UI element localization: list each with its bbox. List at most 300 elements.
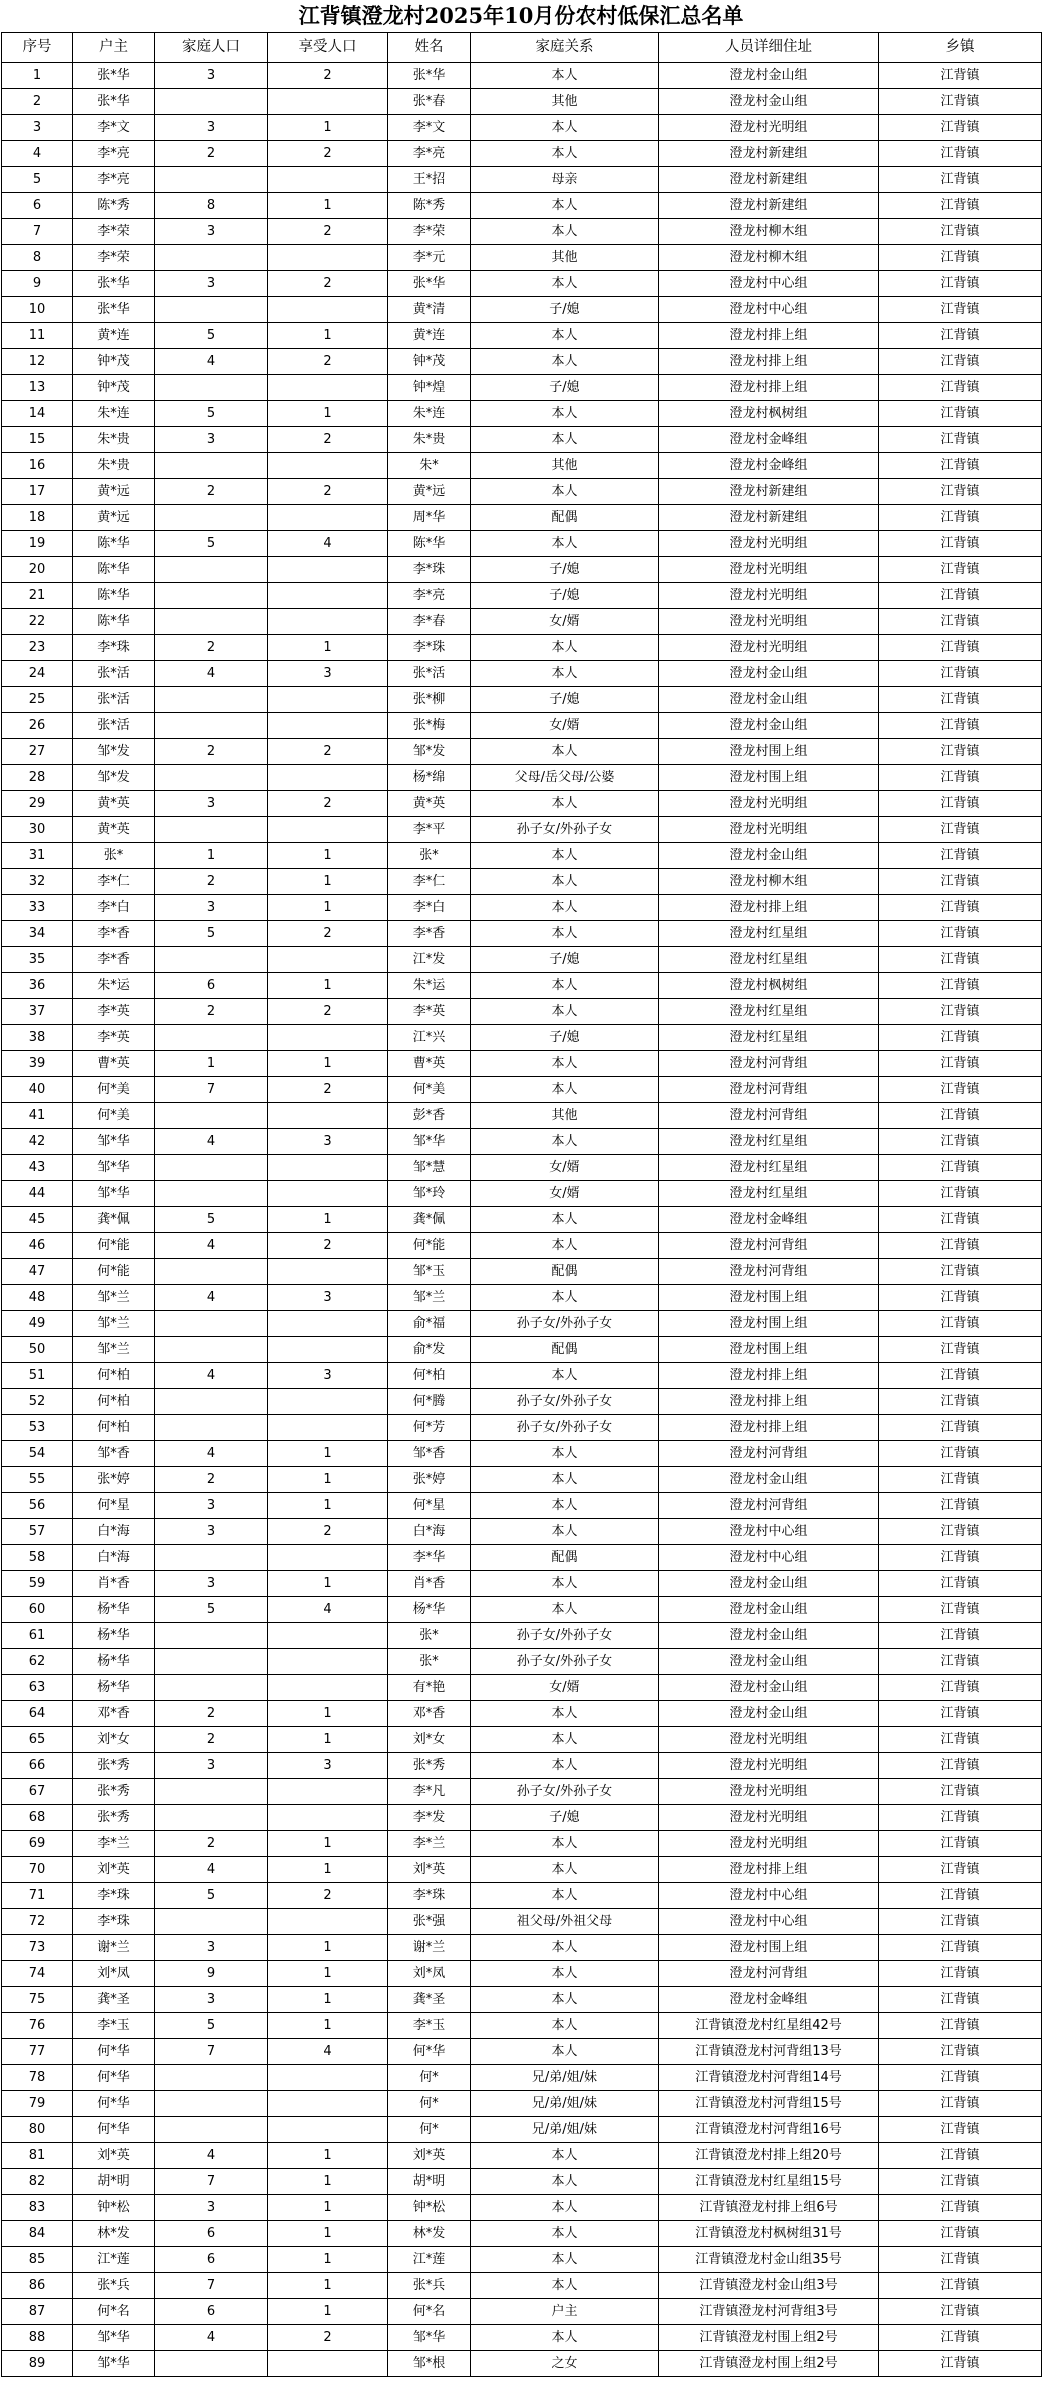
cell-name: 李*仁	[388, 869, 471, 895]
cell-index: 25	[2, 687, 73, 713]
cell-name: 何*名	[388, 2299, 471, 2325]
table-row	[2, 817, 1042, 843]
cell-name: 李*兰	[388, 1831, 471, 1857]
cell-family-size	[155, 1103, 268, 1129]
cell-beneficiaries: 4	[268, 2039, 388, 2065]
cell-township: 江背镇	[879, 323, 1042, 349]
cell-householder: 肖*香	[73, 1571, 155, 1597]
cell-index: 89	[2, 2351, 73, 2377]
table-row	[2, 2351, 1042, 2377]
cell-township: 江背镇	[879, 921, 1042, 947]
cell-index: 79	[2, 2091, 73, 2117]
cell-beneficiaries: 1	[268, 2013, 388, 2039]
cell-family-size	[155, 89, 268, 115]
cell-name: 朱*贵	[388, 427, 471, 453]
cell-beneficiaries: 1	[268, 1493, 388, 1519]
table-row	[2, 453, 1042, 479]
cell-householder: 张*秀	[73, 1779, 155, 1805]
cell-name: 彭*香	[388, 1103, 471, 1129]
table-row	[2, 1493, 1042, 1519]
cell-householder: 邓*香	[73, 1701, 155, 1727]
cell-index: 18	[2, 505, 73, 531]
cell-family-size: 7	[155, 2039, 268, 2065]
cell-address: 江背镇澄龙村金山组35号	[659, 2247, 879, 2273]
cell-beneficiaries: 2	[268, 1519, 388, 1545]
cell-beneficiaries: 2	[268, 271, 388, 297]
cell-family-size	[155, 2065, 268, 2091]
cell-beneficiaries: 1	[268, 843, 388, 869]
cell-name: 黄*远	[388, 479, 471, 505]
cell-householder: 李*白	[73, 895, 155, 921]
document-title: 江背镇澄龙村2025年10月份农村低保汇总名单	[298, 3, 744, 28]
cell-index: 43	[2, 1155, 73, 1181]
cell-householder: 刘*凤	[73, 1961, 155, 1987]
cell-beneficiaries: 1	[268, 2299, 388, 2325]
cell-address: 澄龙村金山组	[659, 1649, 879, 1675]
cell-family-size: 8	[155, 193, 268, 219]
cell-address: 澄龙村枫树组	[659, 973, 879, 999]
cell-family-size	[155, 947, 268, 973]
cell-beneficiaries: 1	[268, 1207, 388, 1233]
cell-township: 江背镇	[879, 2273, 1042, 2299]
cell-relation: 本人	[471, 2195, 659, 2221]
table-row	[2, 297, 1042, 323]
cell-name: 邓*香	[388, 1701, 471, 1727]
cell-township: 江背镇	[879, 1701, 1042, 1727]
cell-index: 22	[2, 609, 73, 635]
cell-index: 41	[2, 1103, 73, 1129]
cell-name: 李*文	[388, 115, 471, 141]
cell-township: 江背镇	[879, 2091, 1042, 2117]
cell-family-size	[155, 375, 268, 401]
cell-name: 邹*慧	[388, 1155, 471, 1181]
cell-relation: 本人	[471, 193, 659, 219]
table-row	[2, 1285, 1042, 1311]
cell-family-size: 5	[155, 1207, 268, 1233]
cell-name: 张*柳	[388, 687, 471, 713]
cell-householder: 林*发	[73, 2221, 155, 2247]
cell-relation: 本人	[471, 791, 659, 817]
cell-index: 35	[2, 947, 73, 973]
table-row	[2, 245, 1042, 271]
cell-family-size: 1	[155, 843, 268, 869]
cell-name: 黄*连	[388, 323, 471, 349]
cell-relation: 女/婿	[471, 1675, 659, 1701]
cell-relation: 孙子女/外孙子女	[471, 1649, 659, 1675]
cell-index: 59	[2, 1571, 73, 1597]
cell-householder: 朱*运	[73, 973, 155, 999]
cell-index: 53	[2, 1415, 73, 1441]
cell-address: 澄龙村金山组	[659, 687, 879, 713]
cell-name: 李*亮	[388, 141, 471, 167]
cell-name: 刘*英	[388, 2143, 471, 2169]
cell-name: 李*香	[388, 921, 471, 947]
cell-name: 钟*茂	[388, 349, 471, 375]
cell-index: 12	[2, 349, 73, 375]
cell-family-size: 4	[155, 1857, 268, 1883]
cell-beneficiaries: 1	[268, 1857, 388, 1883]
cell-family-size: 9	[155, 1961, 268, 1987]
cell-householder: 邹*华	[73, 2325, 155, 2351]
cell-name: 陈*秀	[388, 193, 471, 219]
cell-name: 张*	[388, 1623, 471, 1649]
cell-householder: 李*珠	[73, 1883, 155, 1909]
cell-index: 75	[2, 1987, 73, 2013]
cell-name: 龚*佩	[388, 1207, 471, 1233]
cell-householder: 谢*兰	[73, 1935, 155, 1961]
cell-index: 86	[2, 2273, 73, 2299]
cell-beneficiaries: 1	[268, 1701, 388, 1727]
cell-name: 钟*松	[388, 2195, 471, 2221]
cell-name: 何*柏	[388, 1363, 471, 1389]
cell-relation: 本人	[471, 1285, 659, 1311]
cell-township: 江背镇	[879, 1571, 1042, 1597]
cell-index: 33	[2, 895, 73, 921]
cell-family-size: 3	[155, 1519, 268, 1545]
cell-family-size: 5	[155, 1597, 268, 1623]
cell-relation: 之女	[471, 2351, 659, 2377]
cell-relation: 本人	[471, 1935, 659, 1961]
cell-address: 澄龙村金峰组	[659, 427, 879, 453]
cell-family-size	[155, 1623, 268, 1649]
cell-township: 江背镇	[879, 687, 1042, 713]
cell-name: 陈*华	[388, 531, 471, 557]
cell-index: 52	[2, 1389, 73, 1415]
cell-address: 澄龙村金山组	[659, 1623, 879, 1649]
table-row	[2, 2299, 1042, 2325]
cell-address: 澄龙村红星组	[659, 1025, 879, 1051]
cell-relation: 孙子女/外孙子女	[471, 1389, 659, 1415]
cell-householder: 钟*茂	[73, 349, 155, 375]
cell-address: 澄龙村光明组	[659, 1805, 879, 1831]
cell-householder: 陈*华	[73, 583, 155, 609]
cell-relation: 本人	[471, 843, 659, 869]
cell-beneficiaries: 3	[268, 661, 388, 687]
cell-relation: 本人	[471, 2143, 659, 2169]
cell-name: 李*春	[388, 609, 471, 635]
cell-beneficiaries	[268, 2065, 388, 2091]
cell-beneficiaries: 3	[268, 1129, 388, 1155]
cell-index: 69	[2, 1831, 73, 1857]
table-row	[2, 1415, 1042, 1441]
cell-householder: 江*莲	[73, 2247, 155, 2273]
cell-index: 5	[2, 167, 73, 193]
cell-beneficiaries	[268, 1025, 388, 1051]
cell-beneficiaries: 1	[268, 1441, 388, 1467]
cell-name: 谢*兰	[388, 1935, 471, 1961]
cell-address: 澄龙村光明组	[659, 1779, 879, 1805]
cell-householder: 朱*贵	[73, 453, 155, 479]
table-row	[2, 505, 1042, 531]
cell-householder: 张*活	[73, 661, 155, 687]
cell-relation: 配偶	[471, 1259, 659, 1285]
cell-beneficiaries	[268, 1415, 388, 1441]
table-row	[2, 1467, 1042, 1493]
table-row	[2, 141, 1042, 167]
cell-family-size: 4	[155, 2325, 268, 2351]
cell-address: 澄龙村河背组	[659, 1103, 879, 1129]
cell-index: 4	[2, 141, 73, 167]
cell-address: 澄龙村光明组	[659, 583, 879, 609]
cell-family-size	[155, 1649, 268, 1675]
cell-name: 何*星	[388, 1493, 471, 1519]
cell-township: 江背镇	[879, 1389, 1042, 1415]
cell-relation: 本人	[471, 1883, 659, 1909]
cell-family-size: 4	[155, 1285, 268, 1311]
cell-township: 江背镇	[879, 1311, 1042, 1337]
cell-township: 江背镇	[879, 1753, 1042, 1779]
table-row	[2, 2169, 1042, 2195]
cell-name: 朱*连	[388, 401, 471, 427]
cell-beneficiaries	[268, 1675, 388, 1701]
cell-family-size	[155, 2117, 268, 2143]
cell-family-size: 5	[155, 323, 268, 349]
cell-address: 澄龙村金峰组	[659, 453, 879, 479]
cell-name: 黄*清	[388, 297, 471, 323]
cell-beneficiaries: 1	[268, 1467, 388, 1493]
cell-township: 江背镇	[879, 2247, 1042, 2273]
cell-householder: 李*文	[73, 115, 155, 141]
cell-householder: 杨*华	[73, 1623, 155, 1649]
cell-address: 澄龙村金山组	[659, 89, 879, 115]
cell-family-size	[155, 1545, 268, 1571]
cell-index: 51	[2, 1363, 73, 1389]
cell-name: 李*珠	[388, 635, 471, 661]
cell-name: 邹*玲	[388, 1181, 471, 1207]
cell-beneficiaries: 2	[268, 219, 388, 245]
cell-address: 澄龙村围上组	[659, 1311, 879, 1337]
table-row	[2, 973, 1042, 999]
cell-index: 3	[2, 115, 73, 141]
cell-relation: 兄/弟/姐/妹	[471, 2117, 659, 2143]
cell-index: 10	[2, 297, 73, 323]
cell-beneficiaries: 2	[268, 2325, 388, 2351]
cell-relation: 祖父母/外祖父母	[471, 1909, 659, 1935]
cell-householder: 朱*连	[73, 401, 155, 427]
cell-family-size	[155, 1415, 268, 1441]
cell-family-size	[155, 1181, 268, 1207]
cell-index: 63	[2, 1675, 73, 1701]
cell-householder: 何*柏	[73, 1363, 155, 1389]
cell-address: 澄龙村新建组	[659, 167, 879, 193]
cell-township: 江背镇	[879, 167, 1042, 193]
cell-beneficiaries	[268, 947, 388, 973]
cell-family-size: 4	[155, 1233, 268, 1259]
table-row	[2, 271, 1042, 297]
cell-householder: 张*活	[73, 713, 155, 739]
cell-householder: 张*婷	[73, 1467, 155, 1493]
cell-family-size	[155, 1337, 268, 1363]
cell-beneficiaries	[268, 505, 388, 531]
cell-beneficiaries	[268, 1259, 388, 1285]
cell-beneficiaries: 2	[268, 1883, 388, 1909]
cell-township: 江背镇	[879, 843, 1042, 869]
cell-beneficiaries: 1	[268, 401, 388, 427]
cell-family-size: 1	[155, 1051, 268, 1077]
cell-relation: 本人	[471, 1233, 659, 1259]
cell-householder: 李*香	[73, 947, 155, 973]
cell-township: 江背镇	[879, 297, 1042, 323]
cell-index: 32	[2, 869, 73, 895]
cell-family-size	[155, 1259, 268, 1285]
cell-householder: 何*星	[73, 1493, 155, 1519]
cell-family-size	[155, 297, 268, 323]
cell-beneficiaries	[268, 245, 388, 271]
table-row	[2, 1545, 1042, 1571]
cell-family-size: 3	[155, 1493, 268, 1519]
cell-householder: 邹*兰	[73, 1311, 155, 1337]
cell-beneficiaries: 3	[268, 1363, 388, 1389]
cell-householder: 何*柏	[73, 1389, 155, 1415]
cell-family-size: 2	[155, 141, 268, 167]
cell-family-size	[155, 713, 268, 739]
cell-householder: 邹*华	[73, 1129, 155, 1155]
cell-address: 澄龙村红星组	[659, 947, 879, 973]
table-row	[2, 193, 1042, 219]
cell-index: 78	[2, 2065, 73, 2091]
cell-index: 16	[2, 453, 73, 479]
cell-relation: 本人	[471, 115, 659, 141]
header-householder: 户主	[73, 33, 155, 63]
cell-householder: 何*能	[73, 1259, 155, 1285]
header-township: 乡镇	[879, 33, 1042, 63]
cell-index: 71	[2, 1883, 73, 1909]
cell-relation: 本人	[471, 661, 659, 687]
cell-index: 65	[2, 1727, 73, 1753]
cell-relation: 其他	[471, 89, 659, 115]
cell-relation: 本人	[471, 1077, 659, 1103]
cell-family-size: 3	[155, 271, 268, 297]
cell-relation: 子/媳	[471, 1025, 659, 1051]
cell-relation: 本人	[471, 1051, 659, 1077]
cell-householder: 邹*香	[73, 1441, 155, 1467]
cell-index: 68	[2, 1805, 73, 1831]
table-row	[2, 1649, 1042, 1675]
cell-township: 江背镇	[879, 895, 1042, 921]
cell-family-size: 2	[155, 869, 268, 895]
table-row	[2, 713, 1042, 739]
cell-beneficiaries: 4	[268, 1597, 388, 1623]
cell-name: 张*	[388, 1649, 471, 1675]
table-row	[2, 921, 1042, 947]
cell-index: 11	[2, 323, 73, 349]
table-row	[2, 1857, 1042, 1883]
cell-family-size: 3	[155, 219, 268, 245]
cell-name: 钟*煌	[388, 375, 471, 401]
cell-relation: 女/婿	[471, 1155, 659, 1181]
cell-name: 张*春	[388, 89, 471, 115]
cell-township: 江背镇	[879, 115, 1042, 141]
cell-relation: 本人	[471, 2273, 659, 2299]
cell-family-size: 2	[155, 1831, 268, 1857]
cell-householder: 邹*发	[73, 739, 155, 765]
table-row	[2, 1259, 1042, 1285]
cell-householder: 张*秀	[73, 1753, 155, 1779]
cell-relation: 本人	[471, 869, 659, 895]
table-row	[2, 1311, 1042, 1337]
cell-address: 澄龙村光明组	[659, 1727, 879, 1753]
cell-index: 46	[2, 1233, 73, 1259]
table-row	[2, 1909, 1042, 1935]
cell-township: 江背镇	[879, 89, 1042, 115]
cell-index: 62	[2, 1649, 73, 1675]
cell-township: 江背镇	[879, 1779, 1042, 1805]
cell-index: 39	[2, 1051, 73, 1077]
table-row	[2, 1727, 1042, 1753]
cell-township: 江背镇	[879, 1129, 1042, 1155]
cell-index: 73	[2, 1935, 73, 1961]
cell-family-size: 5	[155, 531, 268, 557]
cell-township: 江背镇	[879, 427, 1042, 453]
table-row	[2, 2065, 1042, 2091]
cell-township: 江背镇	[879, 2195, 1042, 2221]
cell-address: 澄龙村围上组	[659, 1935, 879, 1961]
cell-beneficiaries: 1	[268, 895, 388, 921]
table-row	[2, 2117, 1042, 2143]
cell-relation: 本人	[471, 1363, 659, 1389]
cell-township: 江背镇	[879, 401, 1042, 427]
cell-beneficiaries	[268, 817, 388, 843]
cell-relation: 本人	[471, 271, 659, 297]
cell-beneficiaries	[268, 1779, 388, 1805]
cell-address: 江背镇澄龙村河背组13号	[659, 2039, 879, 2065]
cell-index: 80	[2, 2117, 73, 2143]
cell-householder: 邹*华	[73, 1155, 155, 1181]
cell-township: 江背镇	[879, 1675, 1042, 1701]
cell-index: 48	[2, 1285, 73, 1311]
cell-township: 江背镇	[879, 1493, 1042, 1519]
cell-beneficiaries: 4	[268, 531, 388, 557]
cell-relation: 本人	[471, 999, 659, 1025]
cell-address: 澄龙村金山组	[659, 661, 879, 687]
cell-family-size: 4	[155, 1129, 268, 1155]
table-row	[2, 739, 1042, 765]
cell-relation: 女/婿	[471, 713, 659, 739]
cell-township: 江背镇	[879, 1337, 1042, 1363]
cell-beneficiaries	[268, 1623, 388, 1649]
cell-family-size	[155, 609, 268, 635]
cell-township: 江背镇	[879, 63, 1042, 89]
cell-township: 江背镇	[879, 1831, 1042, 1857]
table-row	[2, 1129, 1042, 1155]
cell-name: 江*发	[388, 947, 471, 973]
cell-index: 34	[2, 921, 73, 947]
table-row	[2, 375, 1042, 401]
cell-address: 江背镇澄龙村排上组6号	[659, 2195, 879, 2221]
cell-name: 邹*根	[388, 2351, 471, 2377]
cell-township: 江背镇	[879, 1545, 1042, 1571]
cell-index: 57	[2, 1519, 73, 1545]
cell-address: 澄龙村排上组	[659, 1415, 879, 1441]
cell-householder: 张*华	[73, 63, 155, 89]
cell-index: 45	[2, 1207, 73, 1233]
cell-householder: 陈*华	[73, 557, 155, 583]
cell-family-size: 4	[155, 1441, 268, 1467]
cell-address: 澄龙村河背组	[659, 1077, 879, 1103]
table-row	[2, 1155, 1042, 1181]
cell-beneficiaries: 1	[268, 973, 388, 999]
table-row	[2, 1077, 1042, 1103]
cell-relation: 本人	[471, 921, 659, 947]
cell-name: 何*	[388, 2091, 471, 2117]
cell-family-size: 2	[155, 739, 268, 765]
cell-beneficiaries	[268, 765, 388, 791]
cell-township: 江背镇	[879, 1727, 1042, 1753]
cell-name: 何*华	[388, 2039, 471, 2065]
cell-address: 澄龙村红星组	[659, 1155, 879, 1181]
cell-householder: 黄*连	[73, 323, 155, 349]
cell-relation: 女/婿	[471, 609, 659, 635]
